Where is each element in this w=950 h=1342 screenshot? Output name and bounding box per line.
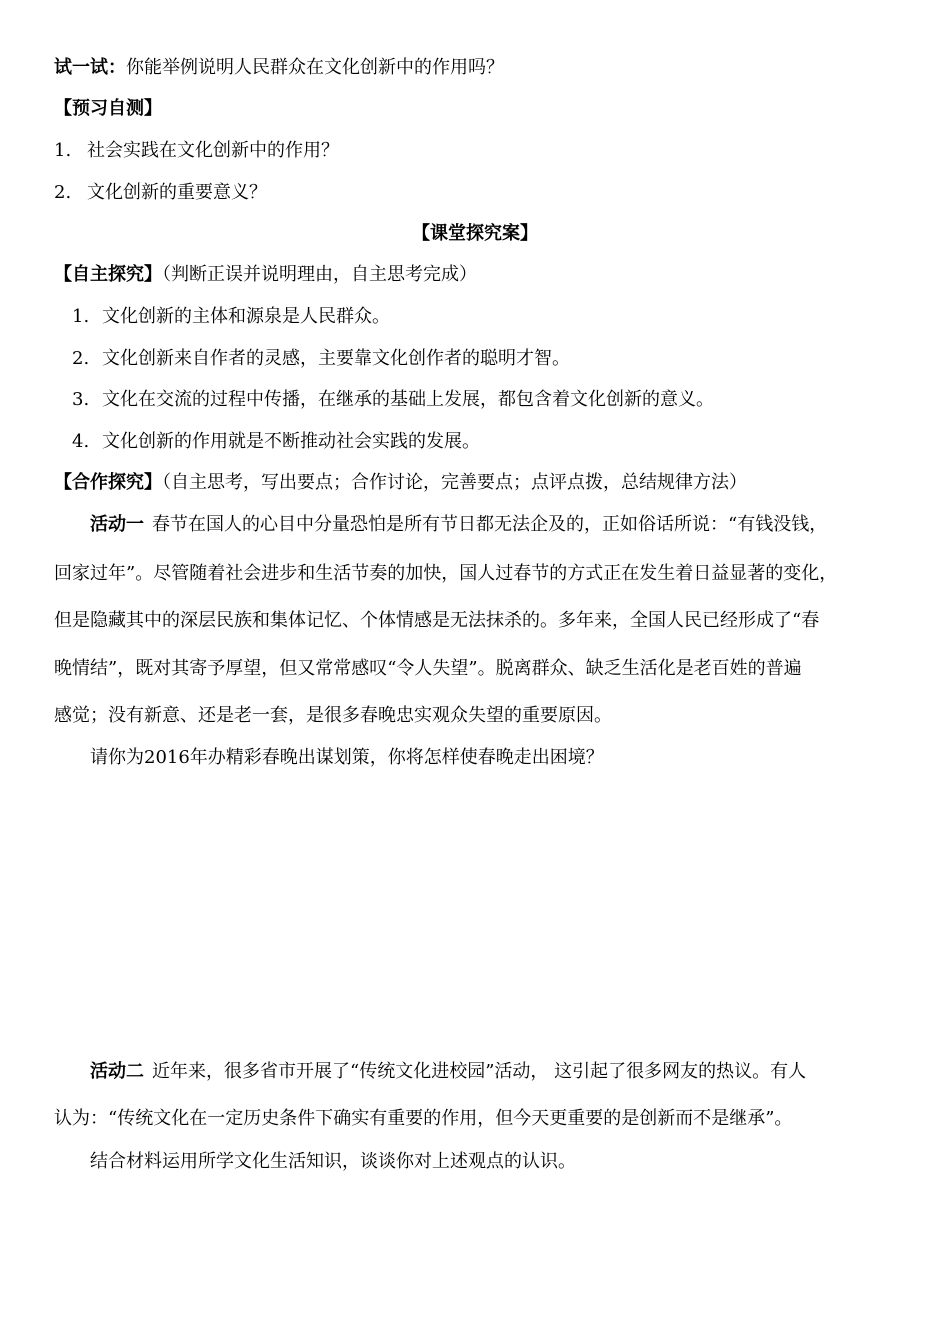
coop-explore-note: （自主思考，写出要点；合作讨论，完善要点；点评点拨，总结规律方法） xyxy=(162,472,747,493)
activity2-label: 活动二 xyxy=(90,1061,144,1082)
self-explore-item-4-text: 文化创新的作用就是不断推动社会实践的发展。 xyxy=(102,431,480,452)
try-it-label: 试一试： xyxy=(54,57,126,78)
activity2-line-2: 认为：“传统文化在一定历史条件下确实有重要的作用，但今天更重要的是创新而不是继承”。 xyxy=(54,1108,793,1129)
coop-explore-heading: 【合作探究】 xyxy=(54,472,162,493)
self-explore-item-2-num: 2. xyxy=(72,348,90,369)
self-explore-item-2-text: 文化创新来自作者的灵感，主要靠文化创作者的聪明才智。 xyxy=(102,348,570,369)
self-explore-item-2 xyxy=(72,347,570,371)
self-explore-item-1-text: 文化创新的主体和源泉是人民群众。 xyxy=(102,306,390,327)
preview-item-1-num: 1. xyxy=(54,140,72,161)
preview-test-heading: 【预习自测】 xyxy=(54,98,162,119)
preview-item-1-text: 社会实践在文化创新中的作用？ xyxy=(87,140,339,161)
activity2-text-1: 近年来，很多省市开展了“传统文化进校园”活动， 这引起了很多网友的热议。有人 xyxy=(152,1061,807,1082)
self-explore-item-4-num: 4. xyxy=(72,431,90,452)
self-explore-item-1-num: 1. xyxy=(72,306,90,327)
self-explore-line xyxy=(54,263,477,287)
activity1-label: 活动一 xyxy=(90,514,144,535)
self-explore-item-3 xyxy=(72,388,714,412)
self-explore-item-4 xyxy=(72,430,480,454)
self-explore-item-3-text: 文化在交流的过程中传播，在继承的基础上发展，都包含着文化创新的意义。 xyxy=(102,389,714,410)
activity1-line-3: 但是隐藏其中的深层民族和集体记忆、个体情感是无法抹杀的。多年来，全国人民已经形成了“春 xyxy=(54,610,820,631)
activity2-question: 结合材料运用所学文化生活知识，谈谈你对上述观点的认识。 xyxy=(90,1151,576,1172)
activity1-line-4: 晚情结”，既对其寄予厚望，但又常常感叹“令人失望”。脱离群众、缺乏生活化是老百姓的普遍 xyxy=(54,658,802,679)
activity1-text-1: 春节在国人的心目中分量恐怕是所有节日都无法企及的，正如俗话所说：“有钱没钱， xyxy=(152,514,828,535)
try-it-line xyxy=(54,56,504,80)
self-explore-heading: 【自主探究】 xyxy=(54,264,162,285)
classroom-title: 【课堂探究案】 xyxy=(412,223,538,244)
self-explore-item-3-num: 3. xyxy=(72,389,90,410)
preview-item-1 xyxy=(54,139,339,163)
activity2-line-1 xyxy=(90,1060,806,1084)
activity1-question: 请你为2016年办精彩春晚出谋划策，你将怎样使春晚走出困境？ xyxy=(90,747,604,768)
activity1-line-2: 回家过年”。尽管随着社会进步和生活节奏的加快，国人过春节的方式正在发生着日益显著的变化， xyxy=(54,563,838,584)
preview-item-2 xyxy=(54,181,267,205)
self-explore-note: （判断正误并说明理由，自主思考完成） xyxy=(162,264,477,285)
preview-item-2-text: 文化创新的重要意义？ xyxy=(87,182,267,203)
coop-explore-line xyxy=(54,471,747,495)
preview-item-2-num: 2. xyxy=(54,182,72,203)
try-it-text: 你能举例说明人民群众在文化创新中的作用吗？ xyxy=(126,57,504,78)
self-explore-item-1 xyxy=(72,305,390,329)
activity1-line-5: 感觉；没有新意、还是老一套，是很多春晚忠实观众失望的重要原因。 xyxy=(54,705,612,726)
activity1-line-1 xyxy=(90,513,827,537)
